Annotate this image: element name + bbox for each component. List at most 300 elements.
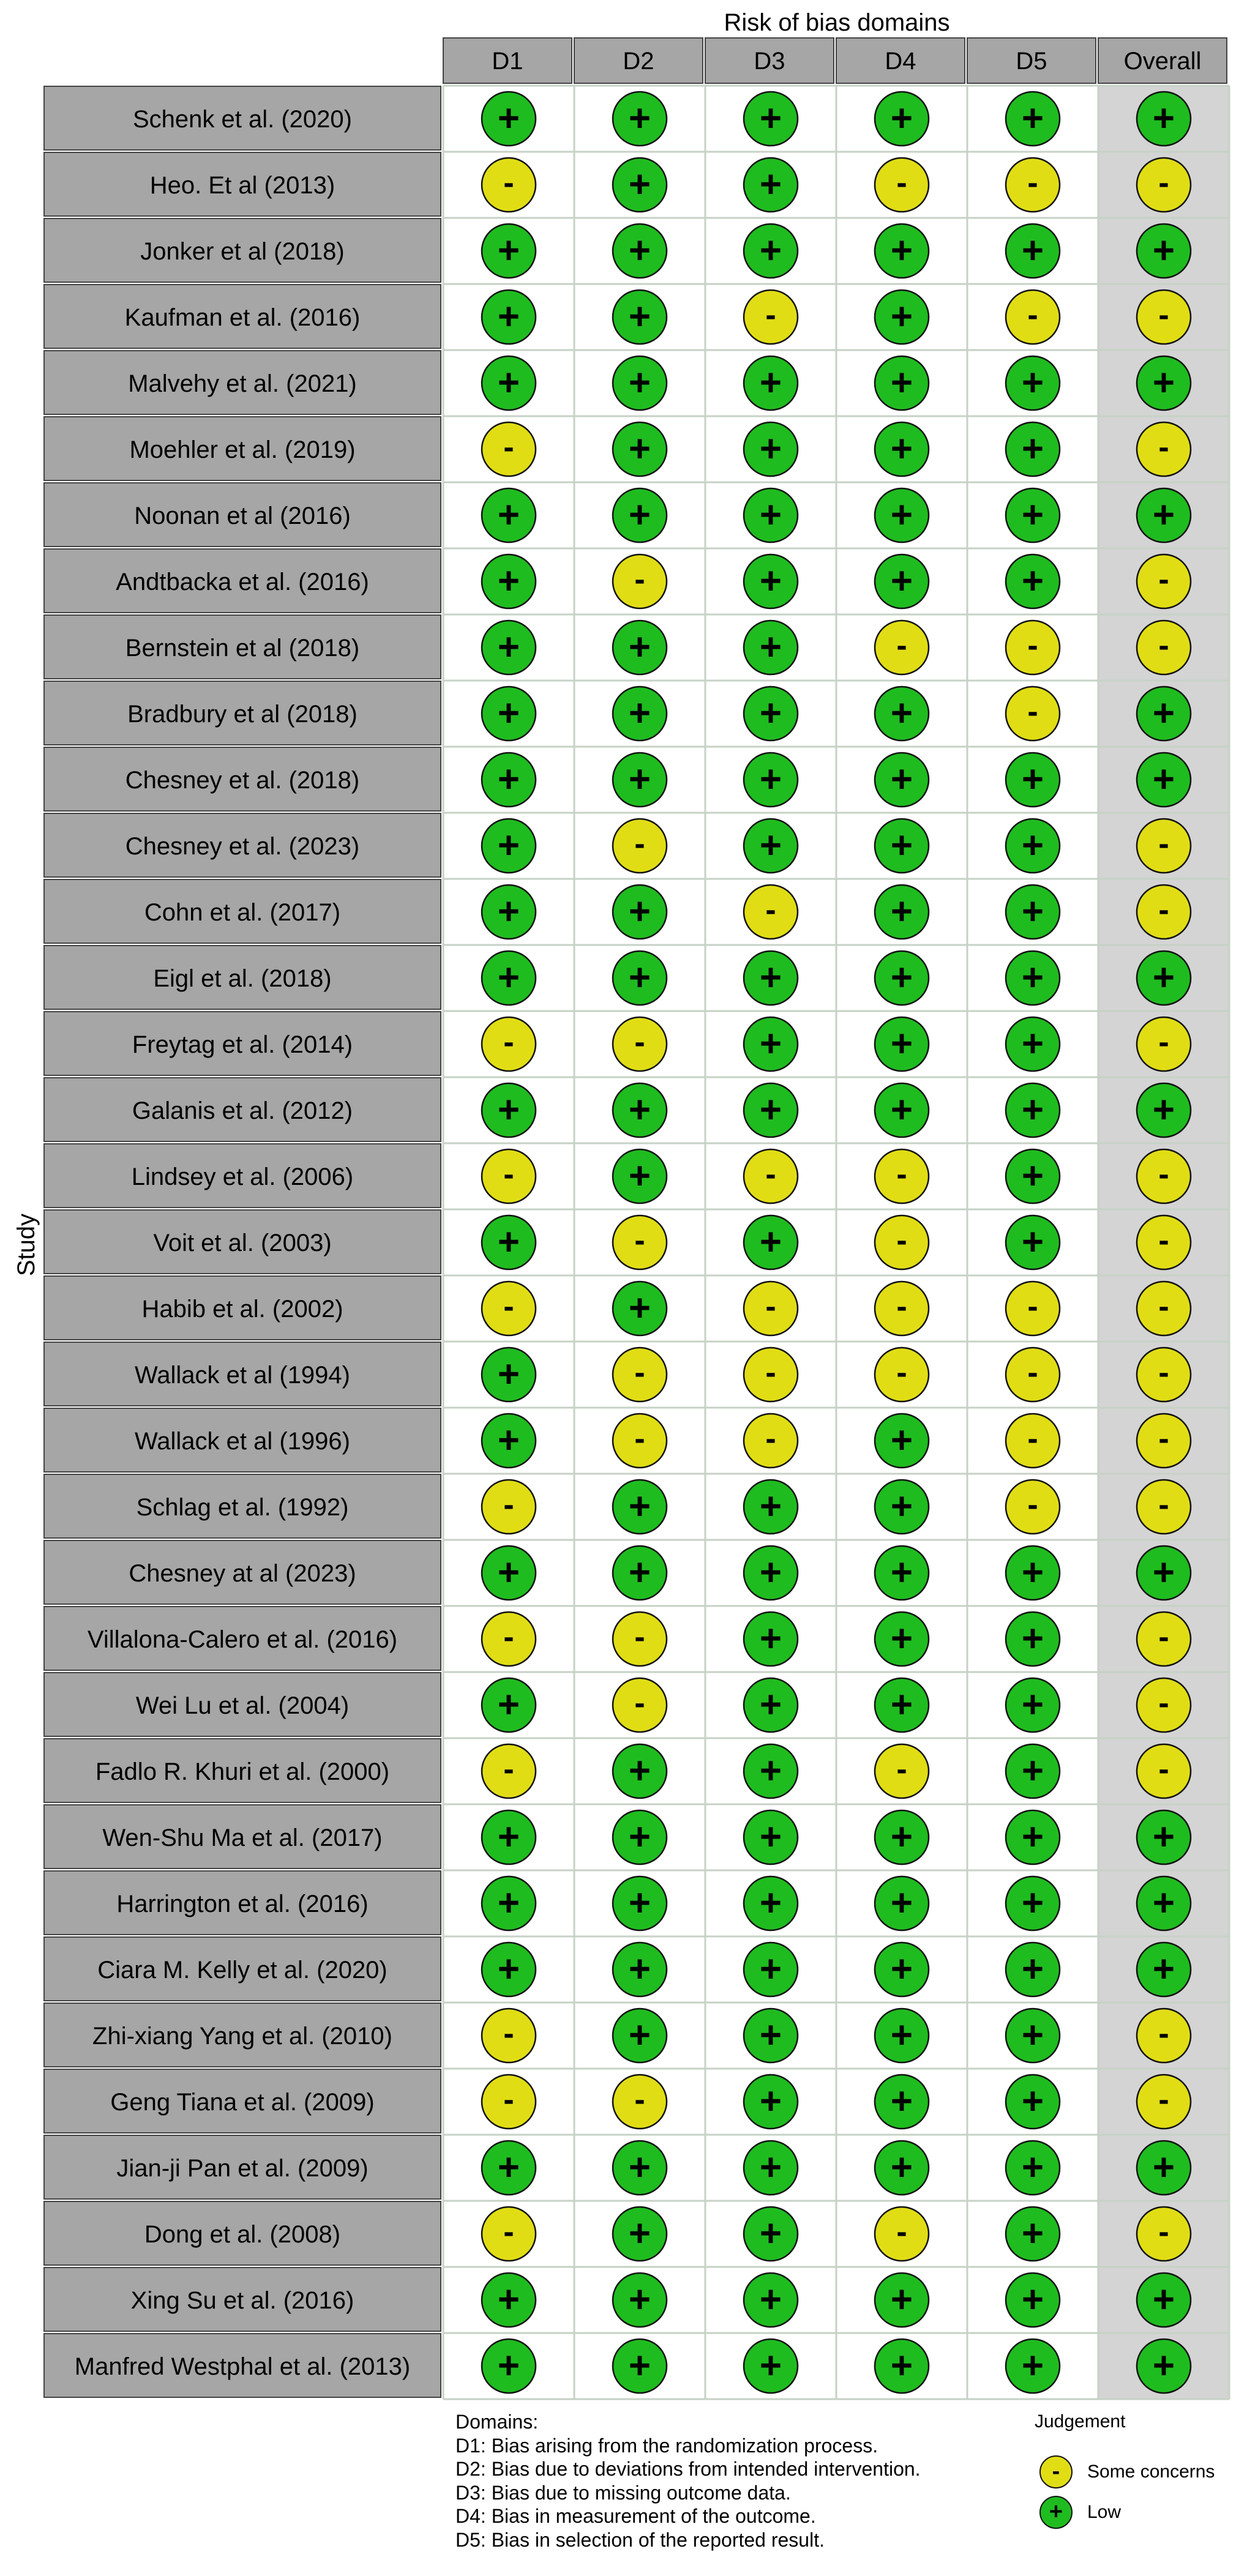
judgement-some-concerns-d1 (482, 1149, 536, 1203)
judgement-symbol: + (890, 1089, 913, 1131)
judgement-low-d2 (613, 1480, 667, 1534)
judgement-low-d3 (744, 819, 798, 873)
judgement-low-d3 (744, 1744, 798, 1798)
study-label: Andtbacka et al. (2016) (116, 569, 369, 595)
judgement-low-d5 (1006, 2009, 1060, 2063)
judgement-symbol: - (765, 1355, 776, 1391)
judgement-low-d3 (744, 1876, 798, 1930)
judgement-symbol: + (1152, 2279, 1175, 2321)
judgement-some-concerns-d5 (1006, 621, 1060, 674)
judgement-symbol: - (896, 1157, 907, 1192)
judgement-low-d4 (875, 488, 929, 542)
judgement-low-d4 (875, 2339, 929, 2393)
judgement-low-d1 (482, 2339, 536, 2393)
judgement-low-d4 (875, 1480, 929, 1534)
judgement-low-d2 (613, 1083, 667, 1137)
judgement-low-d1 (482, 819, 536, 873)
judgement-symbol: - (1158, 1752, 1169, 1787)
judgement-low-d5 (1006, 753, 1060, 807)
judgement-symbol: + (759, 2080, 782, 2122)
judgement-some-concerns-d1 (482, 422, 536, 476)
judgement-symbol: + (497, 824, 520, 867)
study-label: Wallack et al (1996) (135, 1428, 350, 1455)
judgement-symbol: + (628, 2345, 651, 2387)
judgement-symbol: + (497, 758, 520, 801)
judgement-symbol: - (1158, 2016, 1169, 2051)
study-row (44, 483, 1191, 547)
judgement-symbol: + (1021, 2080, 1044, 2122)
judgement-symbol: - (896, 1355, 907, 1391)
study-row (44, 1739, 1191, 1802)
judgement-some-concerns-d2 (613, 1414, 667, 1468)
judgement-symbol: - (1158, 2082, 1169, 2118)
judgement-some-concerns-d1 (482, 1612, 536, 1666)
judgement-symbol: + (759, 2345, 782, 2387)
judgement-low-d5 (1006, 1943, 1060, 1996)
column-header-label-overall: Overall (1123, 48, 1202, 75)
judgement-low-d5 (1006, 1810, 1060, 1864)
judgement-low-d4 (875, 753, 929, 807)
study-row (44, 2268, 1191, 2331)
judgement-symbol: + (759, 2212, 782, 2255)
judgement-some-concerns-d3 (744, 1282, 798, 1335)
judgement-some-concerns-d4 (875, 621, 929, 674)
judgement-symbol: + (759, 97, 782, 140)
judgement-low-d4 (875, 356, 929, 410)
judgement-some-concerns-d4 (875, 1744, 929, 1798)
study-label: Schenk et al. (2020) (133, 106, 352, 133)
judgement-low-d4 (875, 1876, 929, 1930)
judgement-low-d5 (1006, 2273, 1060, 2327)
judgement-symbol: + (628, 957, 651, 999)
study-row (44, 1540, 1191, 1604)
study-label: Wei Lu et al. (2004) (135, 1692, 350, 1719)
judgement-low-d2 (613, 1149, 667, 1203)
judgement-symbol: + (497, 1684, 520, 1726)
judgement-symbol: + (628, 97, 651, 140)
study-label: Habib et al. (2002) (141, 1296, 343, 1323)
judgement-symbol: + (497, 1948, 520, 1990)
judgement-legend-title: Judgement (1035, 2411, 1126, 2432)
study-row (44, 2334, 1191, 2397)
judgement-symbol: + (1021, 824, 1044, 867)
judgement-symbol: + (1021, 1816, 1044, 1858)
study-row (44, 1937, 1191, 2001)
judgement-symbol: + (890, 560, 913, 602)
judgement-low-d1 (482, 1943, 536, 1996)
judgement-low-d5 (1006, 1083, 1060, 1137)
judgement-symbol: + (890, 1023, 913, 1065)
judgement-low-d2 (613, 92, 667, 146)
study-row (44, 813, 1191, 877)
judgement-low-d2 (613, 2207, 667, 2261)
judgement-symbol: + (1021, 2345, 1044, 2387)
judgement-symbol: - (1158, 1487, 1169, 1523)
judgement-symbol: - (1027, 628, 1038, 663)
judgement-symbol: + (628, 2279, 651, 2321)
judgement-low-d2 (613, 753, 667, 807)
judgement-symbol: - (1027, 694, 1038, 730)
judgement-symbol: + (497, 230, 520, 272)
judgement-low-d2 (613, 951, 667, 1005)
study-row (44, 1276, 1191, 1340)
judgement-some-concerns-d2 (613, 1215, 667, 1269)
judgement-some-concerns-d3 (744, 1414, 798, 1468)
study-label: Moehler et al. (2019) (129, 436, 356, 463)
judgement-symbol: + (1021, 2212, 1044, 2255)
judgement-symbol: + (497, 626, 520, 668)
column-header-label-d4: D4 (885, 48, 916, 75)
judgement-low-d5 (1006, 422, 1060, 476)
judgement-low-d1 (482, 92, 536, 146)
judgement-low-d1 (482, 224, 536, 278)
judgement-symbol: + (759, 824, 782, 867)
judgement-symbol: - (765, 1421, 776, 1457)
judgement-symbol: + (890, 890, 913, 933)
judgement-low-d3 (744, 1810, 798, 1864)
judgement-symbol: - (765, 1289, 776, 1324)
judgement-some-concerns-d1 (482, 2075, 536, 2129)
judgement-symbol: - (1027, 165, 1038, 201)
judgement-symbol: + (759, 560, 782, 602)
judgement-symbol: + (759, 692, 782, 734)
domain-legend-item-d5: D5: Bias in selection of the reported result. (455, 2528, 825, 2551)
judgement-symbol: + (628, 1750, 651, 1792)
judgement-low-d5 (1006, 1546, 1060, 1600)
judgement-some-concerns-d2 (613, 1678, 667, 1732)
judgement-low-overall (1137, 1943, 1191, 1996)
judgement-symbol: + (628, 1485, 651, 1528)
judgement-symbol: + (890, 1882, 913, 1924)
judgement-low-d1 (482, 1083, 536, 1137)
judgement-some-concerns-overall (1137, 2075, 1191, 2129)
judgement-symbol: + (628, 230, 651, 272)
study-label: Jonker et al (2018) (140, 238, 345, 265)
judgement-symbol: + (1021, 1023, 1044, 1065)
judgement-low-d1 (482, 753, 536, 807)
judgement-symbol: + (628, 692, 651, 734)
judgement-symbol: + (497, 1816, 520, 1858)
judgement-symbol: + (1021, 2014, 1044, 2056)
judgement-low-overall (1137, 2141, 1191, 2195)
judgement-symbol: + (1152, 1948, 1175, 1990)
judgement-low-d3 (744, 1215, 798, 1269)
judgement-low-d5 (1006, 356, 1060, 410)
judgement-low-d2 (613, 2141, 667, 2195)
judgement-symbol: - (896, 165, 907, 201)
judgement-symbol: + (759, 1221, 782, 1263)
judgement-low-d1 (482, 488, 536, 542)
judgement-symbol: + (1021, 1089, 1044, 1131)
judgement-low-d5 (1006, 1678, 1060, 1732)
judgement-symbol: + (628, 494, 651, 536)
judgement-low-d2 (613, 2273, 667, 2327)
judgement-low-overall (1137, 1810, 1191, 1864)
judgement-some-concerns-overall (1137, 554, 1191, 608)
judgement-some-concerns-d1 (482, 1480, 536, 1534)
judgement-low-d3 (744, 1678, 798, 1732)
judgement-symbol: + (1152, 1551, 1175, 1594)
judgement-low-d3 (744, 1480, 798, 1534)
judgement-symbol: + (890, 758, 913, 801)
judgement-some-concerns-d5 (1006, 687, 1060, 741)
judgement-symbol: - (503, 1157, 514, 1192)
judgement-symbol: + (890, 97, 913, 140)
study-row (44, 1474, 1191, 1538)
judgement-symbol: + (890, 2080, 913, 2122)
judgement-symbol: + (759, 1684, 782, 1726)
legend-label-low: Low (1087, 2502, 1122, 2522)
judgement-low-d3 (744, 1612, 798, 1666)
judgement-symbol: + (1021, 1618, 1044, 1660)
judgement-some-concerns-overall (1137, 1480, 1191, 1534)
judgement-low-d2 (613, 2009, 667, 2063)
judgement-low-d5 (1006, 1149, 1060, 1203)
study-label: Chesney et al. (2023) (125, 833, 360, 860)
judgement-symbol: - (1158, 1223, 1169, 1258)
judgement-symbol: + (628, 1882, 651, 1924)
judgement-low-d5 (1006, 2075, 1060, 2129)
study-label: Chesney et al. (2018) (125, 767, 360, 794)
judgement-symbol: - (503, 1752, 514, 1787)
study-label: Ciara M. Kelly et al. (2020) (97, 1957, 388, 1984)
judgement-symbol: - (634, 1223, 645, 1258)
judgement-low-d4 (875, 2075, 929, 2129)
judgement-low-d5 (1006, 92, 1060, 146)
judgement-low-d4 (875, 1083, 929, 1137)
judgement-symbol: + (1021, 957, 1044, 999)
judgement-low-d2 (613, 488, 667, 542)
judgement-symbol: + (1152, 494, 1175, 536)
judgement-symbol: + (890, 1485, 913, 1528)
judgement-symbol: + (497, 97, 520, 140)
judgement-low-overall (1137, 92, 1191, 146)
judgement-symbol: + (890, 2146, 913, 2189)
judgement-symbol: + (1021, 1882, 1044, 1924)
judgement-low-d5 (1006, 1876, 1060, 1930)
judgement-low-d2 (613, 224, 667, 278)
some-concerns-symbol-icon: - (1039, 2455, 1073, 2488)
judgement-symbol: - (503, 1025, 514, 1060)
judgement-symbol: + (1021, 362, 1044, 404)
judgement-symbol: + (628, 2014, 651, 2056)
judgement-some-concerns-overall (1137, 1678, 1191, 1732)
judgement-some-concerns-d5 (1006, 1282, 1060, 1335)
judgement-some-concerns-d4 (875, 1149, 929, 1203)
study-label: Malvehy et al. (2021) (128, 370, 357, 397)
judgement-symbol: + (628, 1551, 651, 1594)
judgement-low-d2 (613, 621, 667, 674)
judgement-some-concerns-d1 (482, 2207, 536, 2261)
judgement-symbol: + (890, 494, 913, 536)
study-row (44, 615, 1191, 679)
judgement-low-d5 (1006, 819, 1060, 873)
study-label: Chesney at al (2023) (129, 1560, 356, 1587)
study-label: Fadlo R. Khuri et al. (2000) (95, 1758, 390, 1785)
judgement-low-d3 (744, 356, 798, 410)
judgement-low-d4 (875, 1678, 929, 1732)
judgement-some-concerns-d2 (613, 1348, 667, 1402)
judgement-low-d1 (482, 1810, 536, 1864)
judgement-low-d2 (613, 1810, 667, 1864)
judgement-symbol: + (497, 2279, 520, 2321)
judgement-some-concerns-overall (1137, 158, 1191, 212)
judgement-low-d3 (744, 2141, 798, 2195)
judgement-low-d1 (482, 1546, 536, 1600)
judgement-symbol: + (1021, 560, 1044, 602)
judgement-symbol: + (890, 362, 913, 404)
study-row (44, 351, 1191, 414)
judgement-symbol: + (1152, 1816, 1175, 1858)
judgement-symbol: + (628, 428, 651, 470)
judgement-symbol: - (1158, 297, 1169, 333)
judgement-low-d5 (1006, 224, 1060, 278)
judgement-symbol: - (503, 1289, 514, 1324)
judgement-some-concerns-d2 (613, 1612, 667, 1666)
judgement-symbol: - (1158, 1025, 1169, 1060)
study-row (44, 681, 1191, 745)
judgement-low-overall (1137, 2273, 1191, 2327)
study-row (44, 2135, 1191, 2199)
judgement-symbol: + (759, 758, 782, 801)
judgement-symbol: + (628, 2212, 651, 2255)
study-label: Manfred Westphal et al. (2013) (74, 2353, 411, 2380)
judgement-symbol: - (634, 826, 645, 862)
judgement-symbol: + (1021, 1750, 1044, 1792)
judgement-symbol: + (1152, 2345, 1175, 2387)
study-label: Harrington et al. (2016) (116, 1891, 369, 1917)
judgement-low-d4 (875, 1943, 929, 1996)
judgement-some-concerns-d1 (482, 1282, 536, 1335)
column-header-label-d3: D3 (754, 48, 785, 75)
judgement-some-concerns-d2 (613, 819, 667, 873)
judgement-some-concerns-overall (1137, 1149, 1191, 1203)
judgement-symbol: + (497, 1353, 520, 1395)
judgement-some-concerns-overall (1137, 1282, 1191, 1335)
judgement-symbol: + (628, 758, 651, 801)
judgement-some-concerns-d3 (744, 290, 798, 344)
judgement-symbol: + (1152, 362, 1175, 404)
judgement-symbol: + (1021, 494, 1044, 536)
judgement-low-d3 (744, 224, 798, 278)
judgement-low-d4 (875, 422, 929, 476)
study-row (44, 1607, 1191, 1670)
judgement-symbol: + (759, 1948, 782, 1990)
study-label: Lindsey et al. (2006) (131, 1163, 354, 1190)
judgement-low-d5 (1006, 554, 1060, 608)
judgement-low-d3 (744, 951, 798, 1005)
judgement-symbol: + (890, 957, 913, 999)
study-row (44, 2069, 1191, 2133)
judgement-low-d4 (875, 687, 929, 741)
study-row (44, 879, 1191, 943)
judgement-symbol: + (890, 2345, 913, 2387)
y-axis-label: Study (13, 1213, 40, 1277)
domains-legend-heading: Domains: (455, 2411, 539, 2433)
study-label: Bradbury et al (2018) (127, 701, 358, 728)
study-row (44, 1144, 1191, 1208)
judgement-low-overall (1137, 356, 1191, 410)
judgement-low-d2 (613, 422, 667, 476)
study-label: Xing Su et al. (2016) (130, 2287, 354, 2314)
judgement-low-d2 (613, 158, 667, 212)
judgement-symbol: + (1152, 957, 1175, 999)
judgement-low-d3 (744, 422, 798, 476)
judgement-symbol: + (497, 890, 520, 933)
judgement-low-d1 (482, 290, 536, 344)
judgement-low-d5 (1006, 1744, 1060, 1798)
study-label: Cohn et al. (2017) (144, 899, 341, 926)
judgement-symbol: - (896, 628, 907, 663)
judgement-low-d2 (613, 885, 667, 939)
judgement-low-d4 (875, 224, 929, 278)
judgement-symbol: - (1158, 1619, 1169, 1655)
study-label: Wen-Shu Ma et al. (2017) (102, 1824, 383, 1851)
judgement-symbol: + (890, 1419, 913, 1462)
judgement-symbol: + (1021, 2146, 1044, 2189)
judgement-symbol: + (1021, 1221, 1044, 1263)
judgement-low-d4 (875, 1414, 929, 1468)
judgement-symbol: - (634, 1686, 645, 1721)
study-label: Voit et al. (2003) (153, 1230, 332, 1256)
judgement-low-overall (1137, 753, 1191, 807)
judgement-some-concerns-d5 (1006, 1414, 1060, 1468)
judgement-low-d3 (744, 1017, 798, 1071)
judgement-symbol: + (497, 1882, 520, 1924)
judgement-symbol: + (759, 2146, 782, 2189)
judgement-low-d4 (875, 1017, 929, 1071)
judgement-symbol: + (497, 692, 520, 734)
judgement-low-d4 (875, 885, 929, 939)
judgement-symbol: + (890, 428, 913, 470)
judgement-low-d1 (482, 1215, 536, 1269)
judgement-low-d1 (482, 1348, 536, 1402)
judgement-low-overall (1137, 687, 1191, 741)
judgement-low-d3 (744, 2339, 798, 2393)
judgement-symbol: - (1158, 1355, 1169, 1391)
judgement-low-d1 (482, 951, 536, 1005)
judgement-symbol: - (765, 892, 776, 928)
study-label: Galanis et al. (2012) (132, 1097, 353, 1124)
judgement-symbol: - (503, 2016, 514, 2051)
judgement-some-concerns-overall (1137, 1744, 1191, 1798)
judgement-symbol: + (759, 1089, 782, 1131)
judgement-some-concerns-d4 (875, 1215, 929, 1269)
judgement-low-d2 (613, 2339, 667, 2393)
judgement-symbol: - (1158, 892, 1169, 928)
study-row (44, 747, 1191, 811)
study-label: Wallack et al (1994) (135, 1362, 350, 1389)
judgement-symbol: + (497, 1089, 520, 1131)
judgement-symbol: - (1158, 165, 1169, 201)
judgement-some-concerns-overall (1137, 819, 1191, 873)
judgement-low-d1 (482, 687, 536, 741)
judgement-low-d4 (875, 819, 929, 873)
judgement-symbol: + (759, 1882, 782, 1924)
study-row (44, 417, 1191, 480)
judgement-symbol: + (628, 890, 651, 933)
judgement-symbol: + (890, 296, 913, 338)
judgement-symbol: + (497, 1419, 520, 1462)
judgement-symbol: + (890, 824, 913, 867)
judgement-symbol: + (628, 1089, 651, 1131)
judgement-symbol: + (628, 163, 651, 206)
judgement-low-d1 (482, 2141, 536, 2195)
judgement-some-concerns-d2 (613, 1017, 667, 1071)
judgement-low-d4 (875, 2009, 929, 2063)
judgement-some-concerns-d3 (744, 885, 798, 939)
judgement-low-d1 (482, 885, 536, 939)
